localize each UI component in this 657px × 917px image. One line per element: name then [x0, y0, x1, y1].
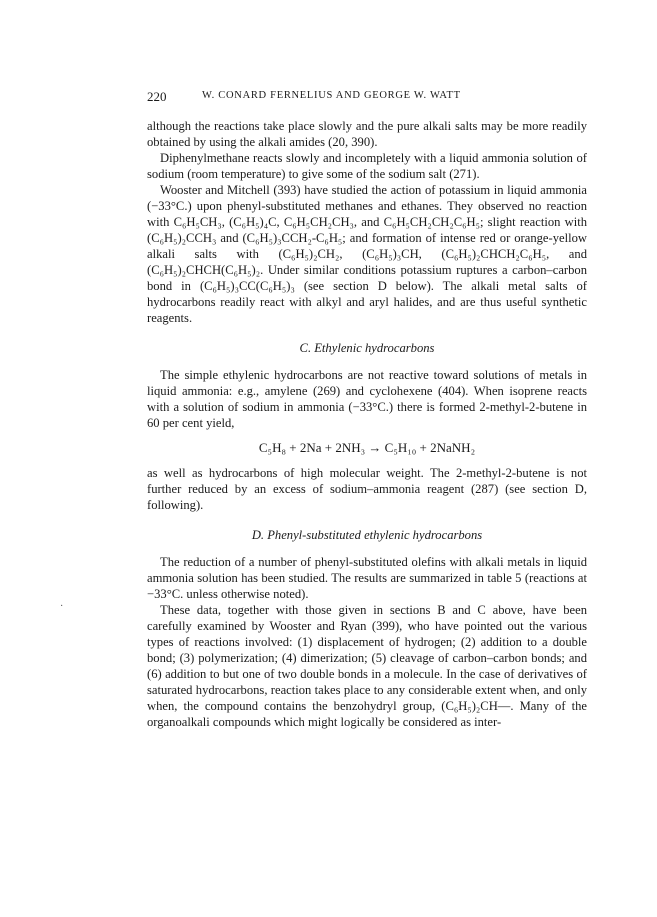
page-number: 220	[147, 89, 167, 104]
paragraph: The simple ethylenic hydrocarbons are not reactive toward solutions of metals in liquid ammonia: e.g., amylene (269) and cyclohexene (404). When isoprene reacts with a solution of sodium in ammonia (−33°C.) there is formed 2-methyl-2-butene in 60 per cent yield,	[147, 368, 587, 430]
paragraph: The reduction of a number of phenyl-substituted olefins with alkali metals in liquid ammonia solution has been studied. The results are summarized in table 5 (reactions at −33°C. unless otherwise noted).	[147, 555, 587, 601]
running-title: W. CONARD FERNELIUS AND GEORGE W. WATT	[202, 90, 461, 101]
body-text	[147, 118, 587, 730]
paragraph: Wooster and Mitchell (393) have studied the action of potassium in liquid ammonia (−33°C.) upon phenyl-substituted methanes and ethanes. They observed no reaction with C₆H₅CH₃, (C₆H₅)₄C, C₆H₅CH₂CH₃, and C₆H₅CH₂CH₂C₆H₅; slight reaction with (C₆H₅)₂CCH₃ and (C₆H₅)₃CCH₂-C₆H₅; and formation of intense red or orange-yellow alkali salts with (C₆H₅)₂CH₂, (C₆H₅)₃CH, (C₆H₅)₂CHCH₂C₆H₅, and (C₆H₅)₂CHCH(C₆H₅)₂. Under similar conditions potassium ruptures a carbon–carbon bond in (C₆H₅)₃CC(C₆H₅)₃ (see section D below). The alkali metal salts of hydrocarbons readily react with alkyl and aryl halides, and are thus useful synthetic reagents.	[147, 183, 587, 325]
equation: C₅H₈ + 2Na + 2NH₃ → C₅H₁₀ + 2NaNH₂	[258, 440, 476, 455]
section-heading: D. Phenyl-substituted ethylenic hydrocarbons	[251, 528, 483, 542]
paragraph: These data, together with those given in sections B and C above, have been carefully examined by Wooster and Ryan (399), who have pointed out the various types of reactions involved: (1) displacement of hydrogen; (2) addition to a double bond; (3) polymerization; (4) dimerization; (5) cleavage of carbon–carbon bonds; and (6) addition to but one of two double bonds in a molecule. In the case of derivatives of saturated hydrocarbons, reaction takes place to any considerable extent when, and only when, the compound contains the benzohydryl group, (C₆H₅)₂CH—. Many of the organoalkali compounds which might logically be considered as inter-	[147, 603, 587, 729]
paragraph: Diphenylmethane reacts slowly and incompletely with a liquid ammonia solution of sodium (room temperature) to give some of the sodium salt (271).	[147, 151, 587, 181]
section-heading: C. Ethylenic hydrocarbons	[299, 341, 435, 355]
page-header	[147, 89, 587, 105]
paragraph: as well as hydrocarbons of high molecular weight. The 2-methyl-2-butene is not further reduced by an excess of sodium–ammonia reagent (287) (see section D, following).	[147, 466, 587, 512]
margin-mark: ·	[60, 601, 64, 612]
paragraph: although the reactions take place slowly and the pure alkali salts may be more readily obtained by using the alkali amides (20, 390).	[147, 119, 587, 149]
